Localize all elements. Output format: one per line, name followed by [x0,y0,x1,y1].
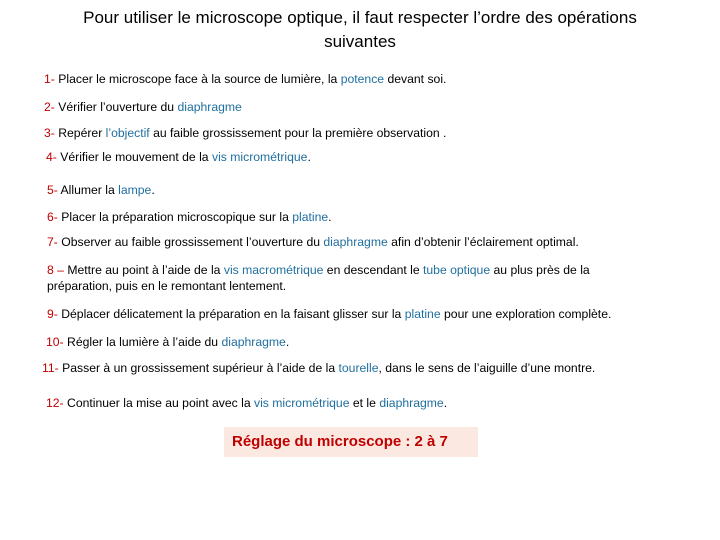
page-title-line-1: Pour utiliser le microscope optique, il faut respecter l’ordre des opérations [83,8,637,27]
step-11 [42,360,595,376]
step-number: 6- [47,210,58,224]
step-4 [46,149,311,165]
step-keyword: diaphragme [177,100,242,114]
step-12 [46,395,447,411]
step-9 [47,306,611,322]
step-text: au faible grossissement pour la première observation . [149,126,447,140]
step-text: Mettre au point à l’aide de la [63,263,224,277]
step-number: 9- [47,307,58,321]
step-number: 12- [46,396,64,410]
step-keyword: diaphragme [323,235,388,249]
step-text: pour une exploration complète. [440,307,612,321]
step-text: , dans le sens de l’aiguille d’une montre. [378,361,596,375]
step-text: Vérifier le mouvement de la [56,150,212,164]
step-number: 4- [46,150,57,164]
step-1 [44,71,446,87]
step-text: Continuer la mise au point avec la [63,396,254,410]
step-keyword: vis micrométrique [254,396,350,410]
step-text: Placer le microscope face à la source de lumière, la [54,72,341,86]
step-text: . [285,335,290,349]
step-keyword: l’objectif [105,126,150,140]
step-3 [44,125,446,141]
step-2 [44,99,242,115]
step-text: Passer à un grossissement supérieur à l’aide de la [58,361,339,375]
step-text: . [151,183,155,197]
summary-badge [224,427,478,457]
step-keyword: tube optique [423,263,491,277]
page-title [30,6,690,54]
page-title-line-2: suivantes [324,32,396,51]
step-5 [47,182,155,198]
step-number: 2- [44,100,55,114]
step-keyword: potence [340,72,385,86]
step-number: 10- [46,335,64,349]
step-text: au plus près de la préparation, puis en le remontant lentement. [47,263,590,293]
step-keyword: vis macrométrique [223,263,324,277]
step-text: . [443,396,448,410]
step-number: 1- [44,72,55,86]
step-text: afin d’obtenir l’éclairement optimal. [387,235,579,249]
step-text: Déplacer délicatement la préparation en la faisant glisser sur la [57,307,405,321]
step-keyword: diaphragme [379,396,444,410]
step-text: Allumer la [57,183,119,197]
step-text: Repérer [54,126,106,140]
step-number: 5- [47,183,58,197]
step-keyword: platine [292,210,329,224]
step-number: 3- [44,126,55,140]
step-number: 8 – [47,263,64,277]
step-text: en descendant le [323,263,424,277]
step-keyword: lampe [118,183,152,197]
step-text: et le [349,396,380,410]
step-number: 7- [47,235,58,249]
step-text: Placer la préparation microscopique sur la [57,210,293,224]
step-10 [46,334,289,350]
step-text: . [328,210,332,224]
step-text: Vérifier l’ouverture du [54,100,178,114]
step-text: . [307,150,311,164]
step-7 [47,234,579,250]
step-number: 11- [42,361,59,375]
step-8 [47,262,647,294]
step-text: Régler la lumière à l’aide du [63,335,222,349]
step-text: devant soi. [384,72,447,86]
step-keyword: vis micrométrique [211,150,308,164]
summary-badge-text: Réglage du microscope : 2 à 7 [232,433,448,450]
step-6 [47,209,332,225]
step-text: Observer au faible grossissement l’ouverture du [57,235,324,249]
step-keyword: diaphragme [221,335,286,349]
step-keyword: platine [404,307,441,321]
step-keyword: tourelle [338,361,379,375]
